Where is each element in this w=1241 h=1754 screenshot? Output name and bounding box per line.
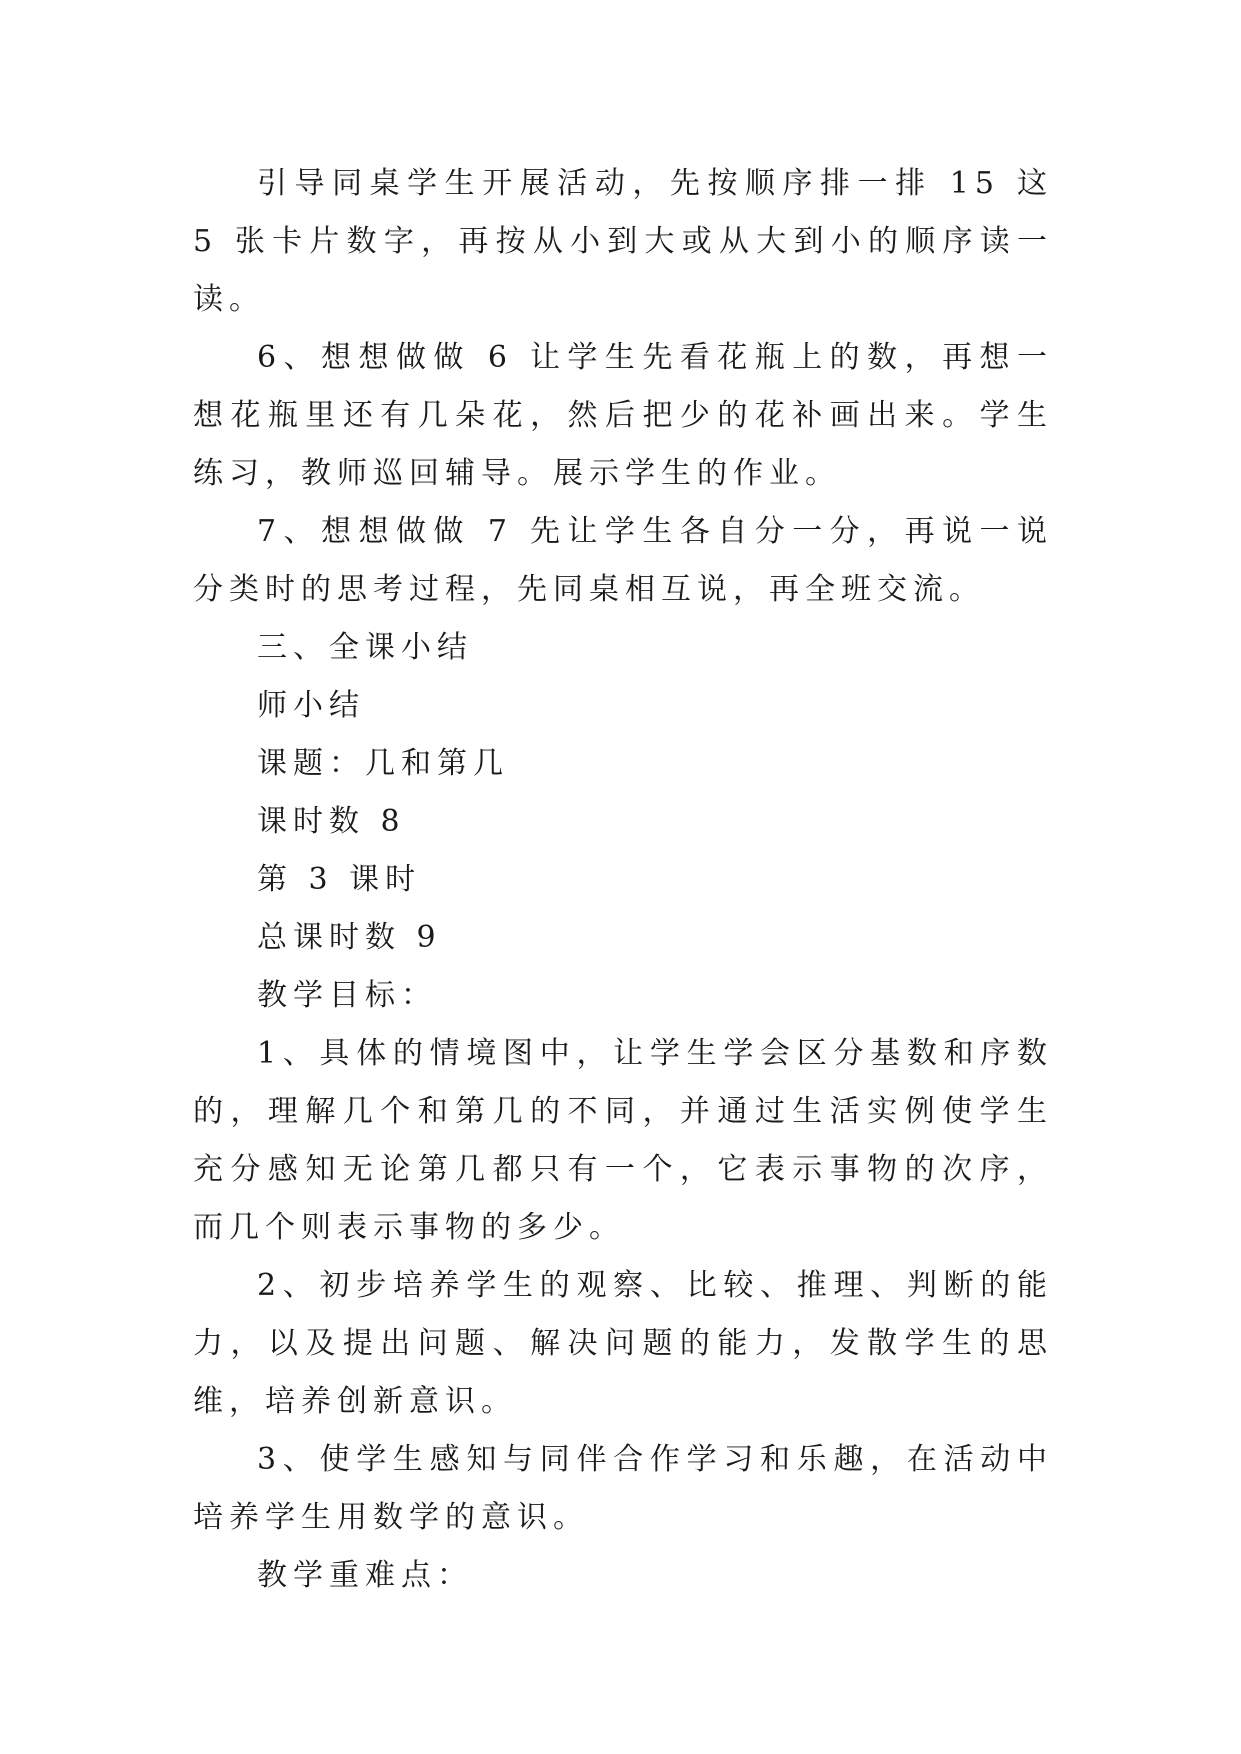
section-heading-summary: 三、全课小结	[257, 630, 473, 665]
paragraph-exercise-7: 7、想想做做 7 先让学生各自分一分，再说一说分类时的思考过程，先同桌相互说，再全班交流。	[193, 514, 1053, 607]
total-lesson-hours: 总课时数 9	[257, 920, 442, 955]
section-heading-key-points: 教学重难点：	[257, 1558, 473, 1593]
objective-1: 1、具体的情境图中，让学生学会区分基数和序数的，理解几个和第几的不同，并通过生活实例使学生充分感知无论第几都只有一个，它表示事物的次序，而几个则表示事物的多少。	[193, 1036, 1053, 1245]
document-body	[193, 155, 1053, 1605]
objective-3: 3、使学生感知与同伴合作学习和乐趣，在活动中培养学生用数学的意识。	[193, 1442, 1053, 1535]
section-heading-objectives: 教学目标：	[257, 978, 437, 1013]
lesson-hour-count: 课时数 8	[257, 804, 406, 839]
objective-2: 2、初步培养学生的观察、比较、推理、判断的能力，以及提出问题、解决问题的能力，发散学生的思维，培养创新意识。	[193, 1268, 1053, 1419]
lesson-topic: 课题：几和第几	[257, 746, 509, 781]
paragraph-teacher-summary: 师小结	[257, 688, 365, 723]
paragraph-activity-guidance: 引导同桌学生开展活动，先按顺序排一排 15 这 5 张卡片数字，再按从小到大或从大到小的顺序读一读。	[193, 166, 1053, 317]
lesson-period: 第 3 课时	[257, 862, 422, 897]
paragraph-exercise-6: 6、想想做做 6 让学生先看花瓶上的数，再想一想花瓶里还有几朵花，然后把少的花补画出来。学生练习，教师巡回辅导。展示学生的作业。	[193, 340, 1053, 491]
